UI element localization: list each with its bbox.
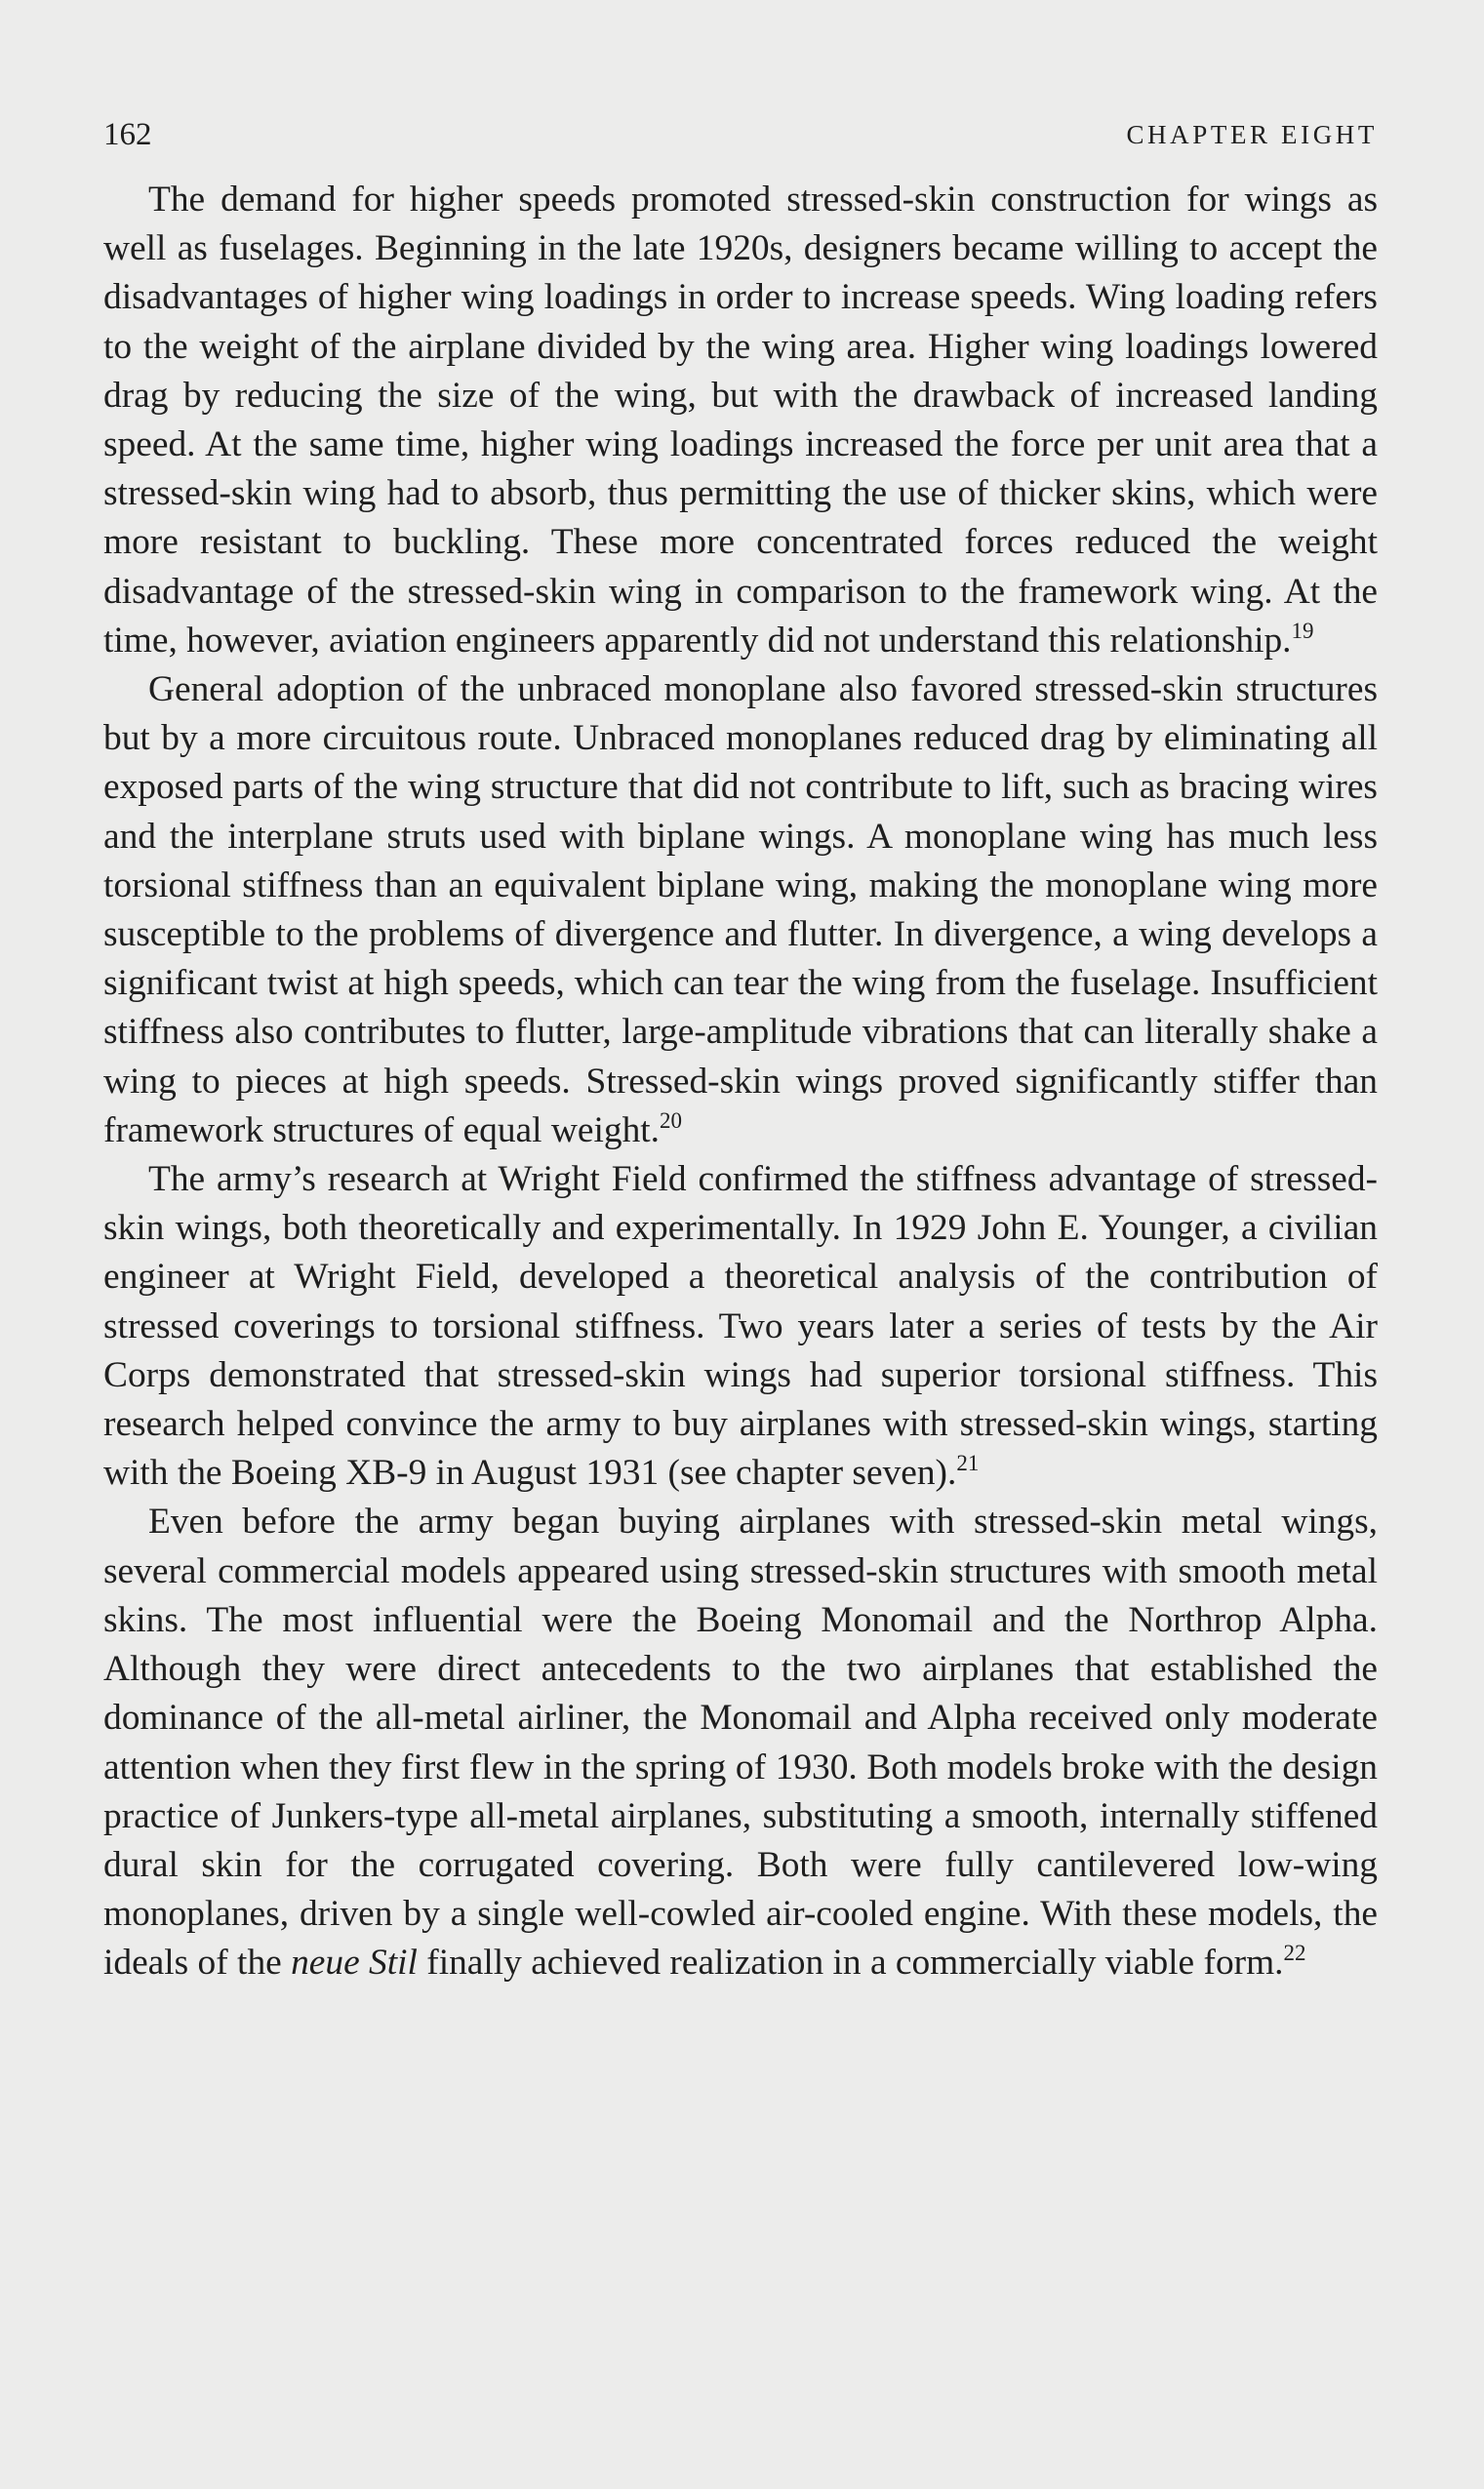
paragraph-text: The demand for higher speeds promoted stressed-skin construction for wings as well as fuselages. Beginning in the late 1920s, designers became willing to accept the disadvantages of higher wing loadings in order to increase speeds. Wing loading refers to the weight of the airplane divided by the wing area. Higher wing loadings lowered drag by reducing the size of the wing, but with the drawback of increased landing speed. At the same time, higher wing loadings increased the force per unit area that a stressed-skin wing had to absorb, thus permitting the use of thicker skins, which were more resistant to buckling. These more concentrated forces reduced the weight disadvantage of the stressed-skin wing in comparison to the framework wing. At the time, however, aviation engineers apparently did not understand this relationship. [103, 180, 1378, 661]
page-number: 162 [103, 117, 152, 152]
footnote-reference: 20 [660, 1107, 683, 1133]
paragraph-wright-field-research [103, 1155, 1378, 1498]
footnote-reference: 22 [1283, 1941, 1306, 1966]
paragraph-unbraced-monoplane [103, 665, 1378, 1155]
footnote-reference: 21 [956, 1451, 980, 1476]
paragraph-text: finally achieved realization in a commercially viable form. [417, 1943, 1284, 1984]
running-head [103, 113, 1378, 156]
chapter-title: CHAPTER EIGHT [1126, 120, 1378, 149]
paragraph-stressed-skin-wings [103, 176, 1378, 665]
italic-term-neue-stil: neue Stil [291, 1943, 418, 1984]
body-text [103, 176, 1378, 1988]
paragraph-text: Even before the army began buying airplanes with stressed-skin metal wings, several commercial models appeared using stressed-skin structures with smooth metal skins. The most influential were the Boeing Monomail and the Northrop Alpha. Although they were direct antecedents to the two airplanes that established the dominance of the all-metal airliner, the Monomail and Alpha received only moderate attention when they first flew in the spring of 1930. Both models broke with the design practice of Junkers-type all-metal airplanes, substituting a smooth, internally stiffened dural skin for the corrugated covering. Both were fully cantilevered low-wing monoplanes, driven by a single well-cowled air-cooled engine. With these models, the ideals of the [103, 1502, 1378, 1984]
paragraph-commercial-models [103, 1498, 1378, 1987]
paragraph-text: The army’s research at Wright Field confirmed the stiffness advantage of stressed-skin wings, both theoretically and experimentally. In 1929 John E. Younger, a civilian engineer at Wright Field, developed a theoretical analysis of the contribution of stressed coverings to torsional stiffness. Two years later a series of tests by the Air Corps demonstrated that stressed-skin wings had superior torsional stiffness. This research helped convince the army to buy airplanes with stressed-skin wings, starting with the Boeing XB-9 in August 1931 (see chapter seven). [103, 1159, 1378, 1494]
footnote-reference: 19 [1291, 618, 1314, 643]
paragraph-text: General adoption of the unbraced monoplane also favored stressed-skin structures but by a more circuitous route. Unbraced monoplanes reduced drag by eliminating all exposed parts of the wing structure that did not contribute to lift, such as bracing wires and the interplane struts used with biplane wings. A monoplane wing has much less torsional stiffness than an equivalent biplane wing, making the monoplane wing more susceptible to the problems of divergence and flutter. In divergence, a wing develops a significant twist at high speeds, which can tear the wing from the fuselage. Insufficient stiffness also contributes to flutter, large-amplitude vibrations that can literally shake a wing to pieces at high speeds. Stressed-skin wings proved significantly stiffer than framework structures of equal weight. [103, 669, 1378, 1150]
